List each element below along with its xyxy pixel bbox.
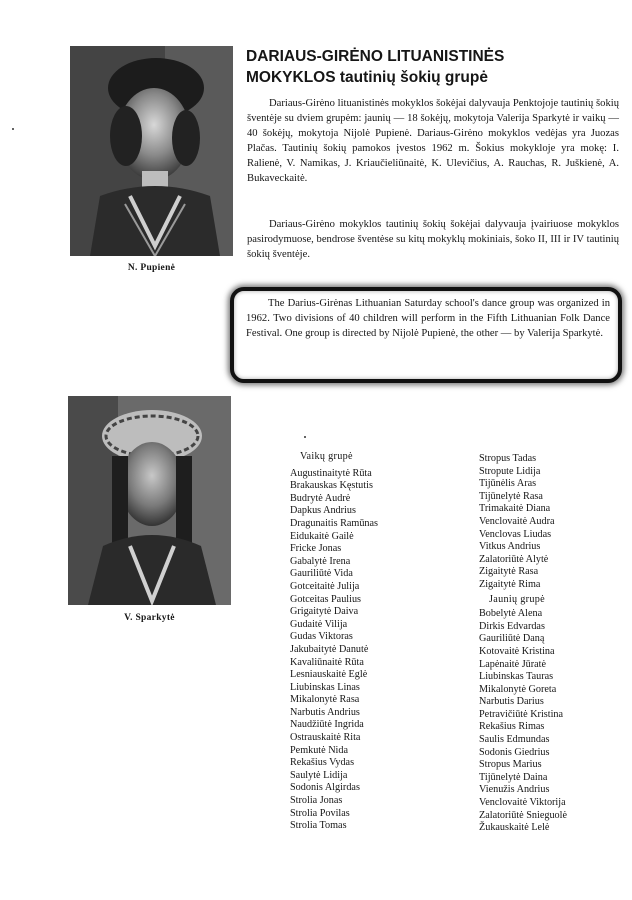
- member-name: Žukauskaitė Lelė: [479, 822, 550, 834]
- member-name: Dragunaitis Ramūnas: [290, 517, 378, 529]
- member-name: Eidukaitė Gailė: [290, 530, 354, 542]
- member-name: Kavaliūnaitė Rūta: [290, 656, 364, 668]
- title-line-1: DARIAUS-GIRĖNO LITUANISTINĖS: [246, 48, 505, 65]
- member-name: Dirkis Edvardas: [479, 620, 545, 632]
- member-name: Dapkus Andrius: [290, 505, 356, 517]
- member-name: Sodonis Giedrius: [479, 746, 550, 758]
- member-name: Augustinaitytė Rūta: [290, 467, 372, 479]
- member-name: Liubinskas Linas: [290, 681, 360, 693]
- member-name: Saulytė Lidija: [290, 769, 348, 781]
- member-name: Tijūnėlis Aras: [479, 478, 537, 490]
- member-name: Trimakaitė Diana: [479, 503, 551, 515]
- portrait-photo-pupiene: [70, 46, 233, 256]
- member-name: Gotceitaitė Julija: [290, 580, 360, 592]
- children-list-1: [290, 468, 378, 833]
- member-name: Strolia Tomas: [290, 820, 347, 832]
- member-name: Grigaitytė Daiva: [290, 606, 359, 618]
- member-name: Zigaitytė Rasa: [479, 566, 539, 578]
- member-name: Venclovaitė Viktorija: [479, 797, 566, 809]
- member-name: Pemkutė Nida: [290, 744, 349, 756]
- member-name: Ostrauskaitė Rita: [290, 732, 361, 744]
- youth-group-heading: Jaunių grupė: [489, 593, 545, 605]
- member-name: Venclovas Liudas: [479, 528, 552, 540]
- member-name: Gudaitė Vilija: [290, 618, 348, 630]
- member-name: Vienužis Andrius: [479, 784, 550, 796]
- member-name: Tijūnelytė Rasa: [479, 490, 543, 502]
- member-name: Gauriliūtė Vida: [290, 568, 353, 580]
- member-name: Saulis Edmundas: [479, 734, 550, 746]
- member-name: Gudas Viktoras: [290, 631, 353, 643]
- portrait-photo-sparkyte: [68, 396, 231, 605]
- member-name: Mikalonytė Rasa: [290, 694, 360, 706]
- member-name: Lapėnaitė Jūratė: [479, 658, 547, 670]
- caption-pupiene: N. Pupienė: [127, 263, 176, 273]
- member-name: Stropus Tadas: [479, 453, 537, 464]
- speck: [12, 128, 14, 130]
- member-name: Strolia Jonas: [290, 795, 343, 807]
- member-name: Gotceitas Paulius: [290, 593, 362, 605]
- portrait-pupiene-image: [70, 46, 233, 256]
- english-summary-text: The Darius-Girėnas Lithuanian Saturday school's dance group was organized in 1962. Two divisions of 40 children will perform in the Fifth Lithuanian Folk Dance Festival. One group is directed by Nijolė Pupienė, the other — by Valerija Sparkytė.: [246, 298, 610, 339]
- children-group-heading: Vaikų grupė: [300, 451, 353, 462]
- member-name: Venclovaitė Audra: [479, 515, 555, 527]
- member-name: Lesniauskaitė Eglė: [290, 669, 368, 681]
- member-name: Petravičiūtė Kristina: [479, 708, 564, 720]
- member-name: Rekašius Rimas: [479, 721, 545, 733]
- member-name: Strolia Povilas: [290, 807, 350, 819]
- member-name: Zalatoriūtė Alytė: [479, 553, 549, 565]
- member-name: Jakubaitytė Danutė: [290, 643, 369, 655]
- portrait-sparkyte-image: [68, 396, 231, 605]
- paragraph-intro: Dariaus-Girėno lituanistinės mokyklos šokėjai dalyvauja Penktojoje tautinių šokių šventėje su dviem grupėm: jaunių — 18 šokėjų, mokytoja Valerija Sparkytė ir vaikų — 40 šokėjų, mokytoja Nijolė Pupienė. Dariaus-Girėno mokyklos vedėjas yra Juozas Plačas. Tautinių šokių pamokos įvestos 1962 m. Šokius mokykloje yra mokę: I. Ralienė, V. Namikas, J. Kriaučieliūnaitė, K. Ulevičius, A. Rauchas, R. Juškienė, A. Bukaveckaitė.: [247, 98, 619, 184]
- member-name: Liubinskas Tauras: [479, 671, 554, 683]
- member-name: Tijūnelytė Daina: [479, 771, 548, 783]
- member-name: Zalatoriūtė Snieguolė: [479, 809, 567, 821]
- member-name: Bobelytė Alena: [479, 608, 543, 620]
- member-name: Stropus Marius: [479, 759, 542, 771]
- article-title: [246, 46, 606, 88]
- member-name: Kotovaitė Kristina: [479, 645, 555, 657]
- member-name: Fricke Jonas: [290, 543, 342, 555]
- member-name: Stropute Lidija: [479, 465, 541, 477]
- children-list-2: [479, 453, 567, 592]
- speck: [304, 436, 306, 438]
- children-group-column-2: [479, 453, 567, 835]
- member-name: Budrytė Audrė: [290, 492, 351, 504]
- children-group-column-1: [290, 451, 378, 833]
- youth-list: [479, 608, 567, 835]
- paragraph-activities: Dariaus-Girėno mokyklos tautinių šokių šokėjai dalyvauja įvairiuose mokyklos pasirodymuose, bendrose šventėse su kitų mokyklų mokiniais, šoko II, III ir IV tautinių šokių šventėje.: [247, 219, 619, 260]
- member-name: Narbutis Darius: [479, 696, 544, 708]
- member-name: Narbutis Andrius: [290, 706, 360, 718]
- member-name: Naudžiūtė Ingrida: [290, 719, 364, 731]
- member-name: Rekašius Vydas: [290, 757, 355, 769]
- member-name: Mikalonytė Goreta: [479, 683, 557, 695]
- caption-sparkyte: V. Sparkytė: [124, 613, 175, 623]
- member-name: Brakauskas Kęstutis: [290, 480, 373, 492]
- member-name: Gabalytė Irena: [290, 555, 351, 567]
- member-name: Zigaitytė Rima: [479, 578, 541, 590]
- member-name: Sodonis Algirdas: [290, 782, 360, 794]
- title-line-2: MOKYKLOS tautinių šokių grupė: [246, 69, 488, 86]
- member-name: Vitkus Andrius: [479, 541, 541, 553]
- member-name: Gauriliūtė Daną: [479, 633, 545, 645]
